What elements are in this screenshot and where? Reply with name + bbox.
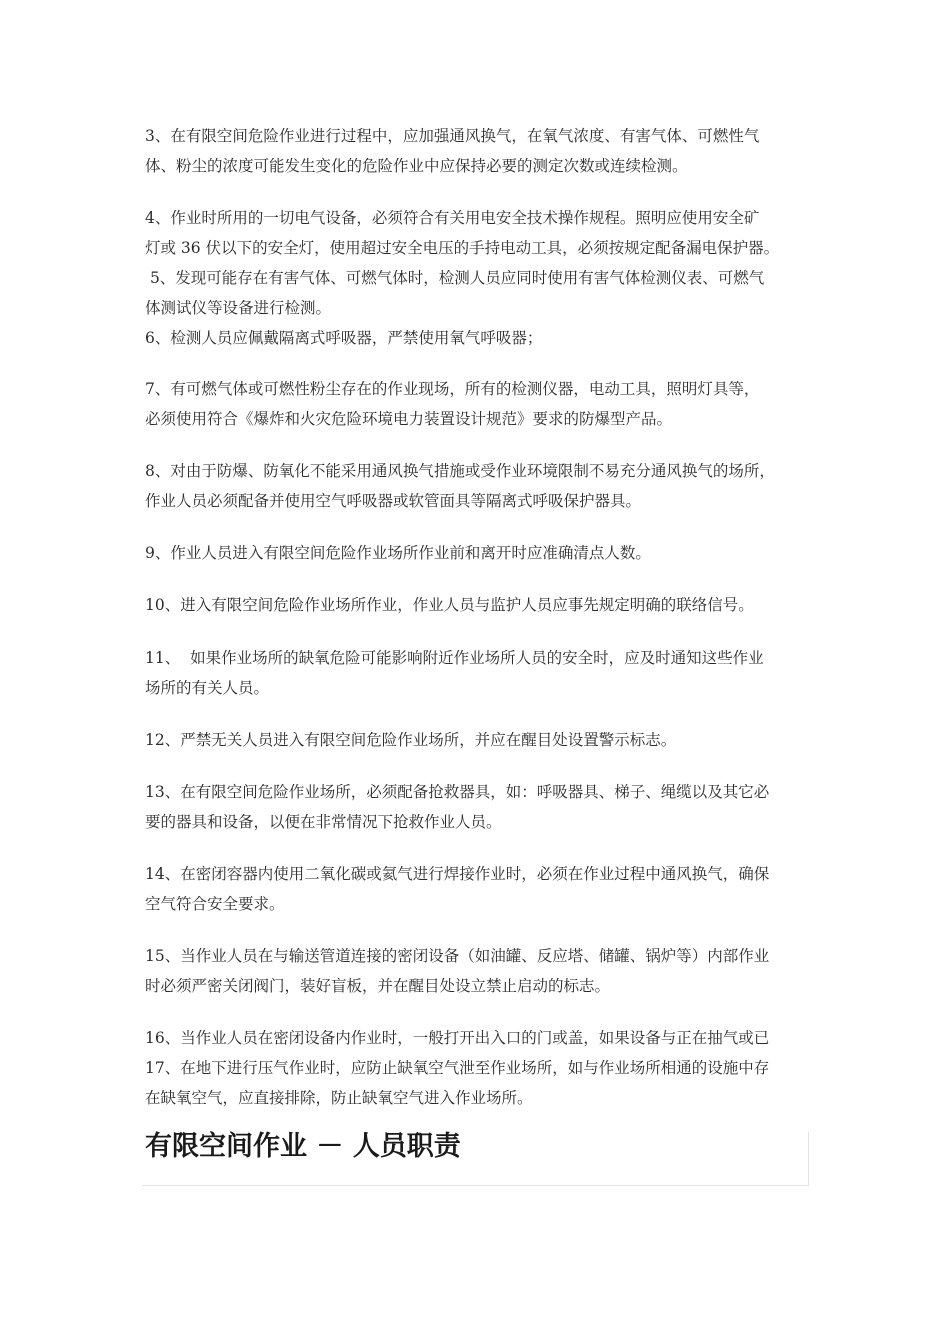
paragraph-item-3: [145, 121, 810, 181]
text-line: 在缺氧空气，应直接排除，防止缺氧空气进入作业场所。: [145, 1089, 533, 1107]
text-line: 体测试仪等设备进行检测。: [145, 299, 332, 317]
paragraph-item-6: [145, 323, 810, 353]
text-line: 5、发现可能存在有害气体、可燃气体时，检测人员应同时使用有害气体检测仪表、可燃气: [145, 269, 765, 287]
paragraph-item-10: [145, 590, 810, 620]
text-line: 10、进入有限空间危险作业场所作业，作业人员与监护人员应事先规定明确的联络信号。: [145, 596, 754, 614]
paragraph-item-11: [145, 643, 810, 703]
text-line: 15、当作业人员在与输送管道连接的密闭设备（如油罐、反应塔、储罐、锅炉等）内部作业: [145, 947, 770, 965]
text-line: 6、检测人员应佩戴隔离式呼吸器，严禁使用氧气呼吸器；: [145, 329, 543, 347]
section-heading: 有限空间作业 － 人员职责: [145, 1131, 461, 1162]
text-line: 16、当作业人员在密闭设备内作业时，一般打开出入口的门或盖，如果设备与正在抽气或已: [145, 1029, 770, 1047]
paragraph-item-8: [145, 456, 810, 516]
text-line: 空气符合安全要求。: [145, 895, 285, 913]
text-line: 8、对由于防爆、防氧化不能采用通风换气措施或受作业环境限制不易充分通风换气的场所，: [145, 462, 775, 480]
paragraph-item-7: [145, 374, 810, 434]
text-line: 12、严禁无关人员进入有限空间危险作业场所，并应在醒目处设置警示标志。: [145, 731, 677, 749]
text-line: 场所的有关人员。: [145, 679, 270, 697]
text-line: 11、 如果作业场所的缺氧危险可能影响附近作业场所人员的安全时，应及时通知这些作业: [145, 649, 764, 667]
text-line: 17、在地下进行压气作业时，应防止缺氧空气泄至作业场所，如与作业场所相通的设施中存: [145, 1059, 770, 1077]
text-line: 4、作业时所用的一切电气设备，必须符合有关用电安全技术操作规程。照明应使用安全矿: [145, 209, 760, 227]
text-line: 9、作业人员进入有限空间危险作业场所作业前和离开时应准确清点人数。: [145, 544, 651, 562]
text-line: 要的器具和设备，以便在非常情况下抢救作业人员。: [145, 813, 502, 831]
text-line: 必须使用符合《爆炸和火灾危险环境电力装置设计规范》要求的防爆型产品。: [145, 410, 673, 428]
paragraph-item-12: [145, 725, 810, 755]
paragraph-item-5: [145, 263, 810, 323]
text-line: 时必须严密关闭阀门，装好盲板，并在醒目处设立禁止启动的标志。: [145, 977, 611, 995]
paragraph-item-16-17: [145, 1023, 810, 1113]
text-line: 灯或 36 伏以下的安全灯，使用超过安全电压的手持电动工具，必须按规定配备漏电保护器。: [145, 239, 780, 257]
text-line: 14、在密闭容器内使用二氧化碳或氦气进行焊接作业时，必须在作业过程中通风换气，确保: [145, 865, 770, 883]
text-line: 3、在有限空间危险作业进行过程中，应加强通风换气，在氧气浓度、有害气体、可燃性气: [145, 127, 760, 145]
paragraph-item-14: [145, 859, 810, 919]
paragraph-item-15: [145, 941, 810, 1001]
paragraph-item-4: [145, 203, 810, 263]
paragraph-item-13: [145, 777, 810, 837]
text-line: 体、粉尘的浓度可能发生变化的危险作业中应保持必要的测定次数或连续检测。: [145, 157, 688, 175]
paragraph-item-9: [145, 538, 810, 568]
text-line: 作业人员必须配备并使用空气呼吸器或软管面具等隔离式呼吸保护器具。: [145, 492, 642, 510]
text-line: 13、在有限空间危险作业场所，必须配备抢救器具，如：呼吸器具、梯子、绳缆以及其它必: [145, 783, 770, 801]
text-line: 7、有可燃气体或可燃性粉尘存在的作业现场，所有的检测仪器，电动工具，照明灯具等，: [145, 380, 760, 398]
